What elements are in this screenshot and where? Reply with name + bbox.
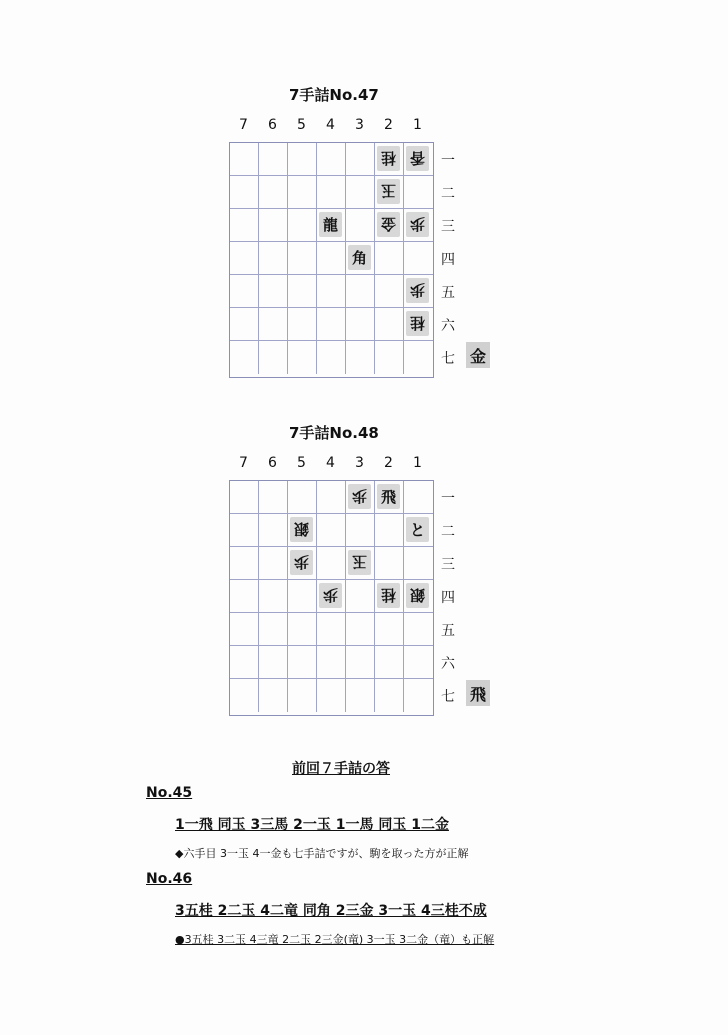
board-square	[346, 308, 375, 341]
file-label: 3	[355, 117, 364, 133]
board-square	[288, 209, 317, 242]
board-square	[317, 679, 346, 712]
board-square	[346, 209, 375, 242]
board-square	[317, 275, 346, 308]
board-square	[375, 275, 404, 308]
board-square	[230, 580, 259, 613]
board-square	[259, 176, 288, 209]
board-square	[230, 646, 259, 679]
rank-label: 四	[441, 590, 455, 606]
board-square	[259, 679, 288, 712]
puzzle-title: 7手詰No.48	[289, 424, 379, 442]
board-square	[230, 341, 259, 374]
board-square	[317, 547, 346, 580]
piece-in-hand: 飛	[466, 680, 490, 706]
board-square	[288, 176, 317, 209]
board-square	[259, 646, 288, 679]
rank-label: 七	[441, 351, 455, 367]
board-square	[288, 143, 317, 176]
shogi-piece: 歩	[348, 484, 371, 509]
file-label: 1	[413, 455, 422, 471]
shogi-piece: 歩	[319, 583, 342, 608]
board-square	[404, 547, 433, 580]
shogi-piece: 香	[406, 146, 429, 171]
board-square	[259, 547, 288, 580]
file-label: 3	[355, 455, 364, 471]
board-square	[259, 143, 288, 176]
board-square	[317, 143, 346, 176]
file-labels	[229, 117, 434, 137]
rank-label: 二	[441, 186, 455, 202]
shogi-piece: 玉	[348, 550, 371, 575]
board-square	[259, 341, 288, 374]
answer-sequence-no46: 3五桂 2二玉 4二竜 同角 2三金 3一玉 4三桂不成	[175, 903, 487, 919]
shogi-piece: 歩	[406, 278, 429, 303]
shogi-piece: 龍	[319, 212, 342, 237]
board-square	[375, 613, 404, 646]
shogi-piece: 角	[348, 245, 371, 270]
board-square	[230, 613, 259, 646]
board-square	[259, 275, 288, 308]
answer-note-no46: ●3五桂 3二玉 4三竜 2二玉 2三金(竜) 3一玉 3二金（竜）も正解	[175, 933, 495, 946]
board-square	[230, 514, 259, 547]
board-square	[288, 580, 317, 613]
puzzle-47	[0, 84, 728, 414]
board-square	[230, 209, 259, 242]
shogi-piece: 歩	[406, 212, 429, 237]
file-labels	[229, 455, 434, 475]
file-label: 7	[239, 117, 248, 133]
board-square	[375, 242, 404, 275]
board-square	[230, 481, 259, 514]
board-square	[230, 176, 259, 209]
board-square	[259, 481, 288, 514]
board-square	[317, 613, 346, 646]
shogi-piece: 玉	[377, 179, 400, 204]
answer-sequence-no45: 1一飛 同玉 3三馬 2一玉 1一馬 同玉 1二金	[175, 817, 449, 833]
board-square	[404, 176, 433, 209]
board-square	[404, 646, 433, 679]
answer-label-no45: No.45	[146, 785, 193, 801]
board-square	[317, 341, 346, 374]
file-label: 7	[239, 455, 248, 471]
board-square	[259, 242, 288, 275]
puzzle-48	[0, 422, 728, 752]
board-square	[259, 580, 288, 613]
board-square	[230, 275, 259, 308]
board-square	[317, 242, 346, 275]
board-square	[230, 242, 259, 275]
rank-label: 六	[441, 318, 455, 334]
board-square	[259, 308, 288, 341]
board-square	[259, 514, 288, 547]
board-square	[346, 275, 375, 308]
board-square	[317, 176, 346, 209]
shogi-piece: 桂	[406, 311, 429, 336]
board-square	[288, 242, 317, 275]
rank-label: 一	[441, 153, 455, 169]
file-label: 5	[297, 455, 306, 471]
file-label: 1	[413, 117, 422, 133]
file-label: 6	[268, 455, 277, 471]
board-square	[288, 308, 317, 341]
board-square	[346, 341, 375, 374]
board-square	[230, 547, 259, 580]
rank-label: 五	[441, 285, 455, 301]
rank-label: 二	[441, 524, 455, 540]
rank-label: 四	[441, 252, 455, 268]
board-square	[317, 646, 346, 679]
board-square	[375, 514, 404, 547]
shogi-piece: 金	[377, 212, 400, 237]
file-label: 2	[384, 455, 393, 471]
file-label: 4	[326, 117, 335, 133]
answer-label-no46: No.46	[146, 871, 193, 887]
board-square	[346, 580, 375, 613]
board-square	[375, 646, 404, 679]
board-square	[375, 547, 404, 580]
rank-label: 六	[441, 656, 455, 672]
board-square	[230, 143, 259, 176]
rank-label: 七	[441, 689, 455, 705]
shogi-piece: 銀	[290, 517, 313, 542]
piece-in-hand: 金	[466, 342, 490, 368]
board-square	[288, 613, 317, 646]
shogi-board	[229, 142, 434, 378]
board-square	[404, 341, 433, 374]
board-square	[404, 679, 433, 712]
board-square	[288, 481, 317, 514]
shogi-piece: 桂	[377, 146, 400, 171]
puzzle-title: 7手詰No.47	[289, 86, 379, 104]
answers-title: 前回７手詰の答	[292, 761, 390, 777]
board-square	[230, 308, 259, 341]
file-label: 2	[384, 117, 393, 133]
board-square	[259, 613, 288, 646]
board-square	[404, 242, 433, 275]
board-square	[375, 679, 404, 712]
shogi-piece: 飛	[377, 484, 400, 509]
shogi-piece: 歩	[290, 550, 313, 575]
board-square	[346, 679, 375, 712]
board-square	[259, 209, 288, 242]
board-square	[346, 514, 375, 547]
rank-label: 三	[441, 557, 455, 573]
rank-label: 五	[441, 623, 455, 639]
shogi-piece: 銀	[406, 583, 429, 608]
board-square	[346, 646, 375, 679]
board-square	[288, 646, 317, 679]
rank-label: 一	[441, 491, 455, 507]
board-square	[230, 679, 259, 712]
board-square	[375, 341, 404, 374]
board-square	[346, 176, 375, 209]
board-square	[288, 275, 317, 308]
board-square	[404, 613, 433, 646]
board-square	[288, 341, 317, 374]
board-square	[375, 308, 404, 341]
board-square	[317, 308, 346, 341]
board-square	[317, 514, 346, 547]
board-square	[404, 481, 433, 514]
file-label: 6	[268, 117, 277, 133]
board-square	[317, 481, 346, 514]
answer-note-no45: ◆六手目 3一玉 4一金も七手詰ですが、駒を取った方が正解	[175, 847, 469, 860]
rank-label: 三	[441, 219, 455, 235]
board-square	[288, 679, 317, 712]
shogi-piece: と	[406, 517, 429, 542]
shogi-piece: 桂	[377, 583, 400, 608]
file-label: 5	[297, 117, 306, 133]
board-square	[346, 613, 375, 646]
file-label: 4	[326, 455, 335, 471]
board-square	[346, 143, 375, 176]
